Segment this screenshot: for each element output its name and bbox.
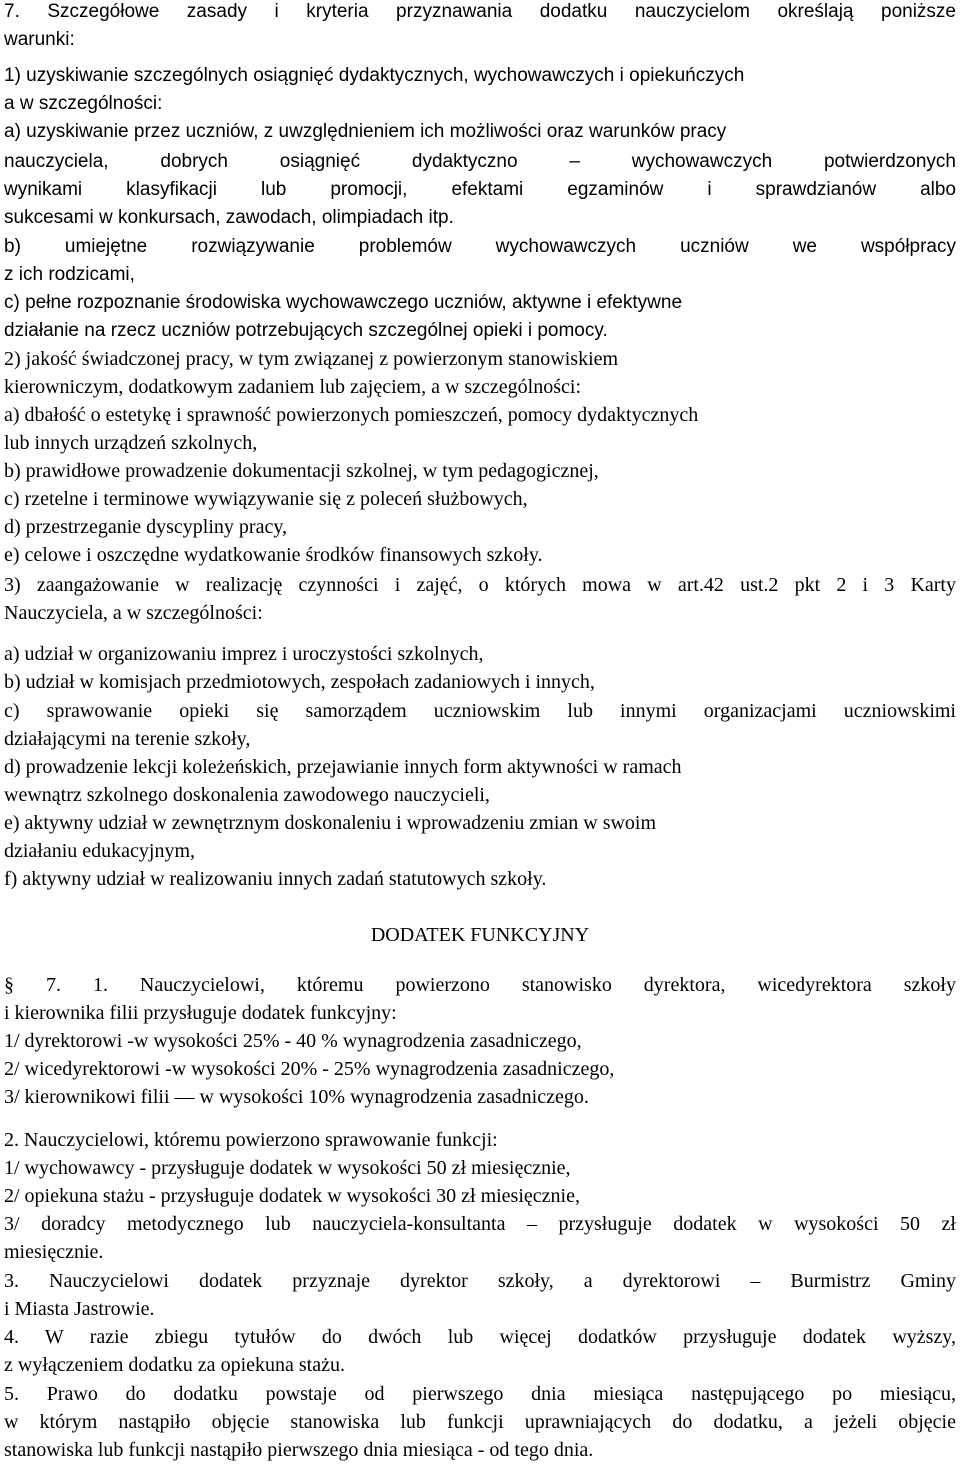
- text-line: 2. Nauczycielowi, któremu powierzono sprawowanie funkcji:: [4, 1129, 498, 1151]
- text-line: warunki:: [4, 29, 75, 50]
- text-line: 5. Prawo do dodatku powstaje od pierwszego dnia miesiąca następującego po miesiącu,: [4, 1383, 956, 1405]
- text-line: działającymi na terenie szkoły,: [4, 728, 251, 750]
- text-line: e) celowe i oszczędne wydatkowanie środków finansowych szkoły.: [4, 544, 543, 566]
- text-line: wynikami klasyfikacji lub promocji, efektami egzaminów i sprawdzianów albo: [4, 179, 956, 200]
- text-line: b) prawidłowe prowadzenie dokumentacji szkolnej, w tym pedagogicznej,: [4, 460, 599, 482]
- text-line: § 7. 1. Nauczycielowi, któremu powierzono stanowisko dyrektora, wicedyrektora szkoły: [4, 974, 956, 996]
- text-line: 1) uzyskiwanie szczególnych osiągnięć dydaktycznych, wychowawczych i opiekuńczych: [4, 65, 745, 86]
- text-line: b) udział w komisjach przedmiotowych, zespołach zadaniowych i innych,: [4, 671, 595, 693]
- text-line: sukcesami w konkursach, zawodach, olimpiadach itp.: [4, 207, 454, 228]
- text-line: działanie na rzecz uczniów potrzebujących szczególnej opieki i pomocy.: [4, 320, 608, 341]
- text-line: c) rzetelne i terminowe wywiązywanie się z poleceń służbowych,: [4, 488, 528, 510]
- text-line: 2/ opiekuna stażu - przysługuje dodatek w wysokości 30 zł miesięcznie,: [4, 1185, 580, 1207]
- text-line: miesięcznie.: [4, 1241, 104, 1263]
- text-line: z wyłączeniem dodatku za opiekuna stażu.: [4, 1354, 345, 1376]
- text-line: c) pełne rozpoznanie środowiska wychowawczego uczniów, aktywne i efektywne: [4, 292, 683, 313]
- text-line: a w szczególności:: [4, 93, 163, 114]
- text-line: kierowniczym, dodatkowym zadaniem lub zajęciem, a w szczególności:: [4, 376, 582, 398]
- text-line: z ich rodzicami,: [4, 264, 135, 285]
- text-line: lub innych urządzeń szkolnych,: [4, 432, 258, 454]
- text-line: i Miasta Jastrowie.: [4, 1298, 155, 1320]
- text-line: b) umiejętne rozwiązywanie problemów wychowawczych uczniów we współpracy: [4, 236, 956, 257]
- section-heading: DODATEK FUNKCYJNY: [370, 924, 590, 946]
- text-line: 4. W razie zbiegu tytułów do dwóch lub więcej dodatków przysługuje dodatek wyższy,: [4, 1326, 956, 1348]
- text-line: 1/ dyrektorowi -w wysokości 25% - 40 % wynagrodzenia zasadniczego,: [4, 1030, 582, 1052]
- text-line: i kierownika filii przysługuje dodatek funkcyjny:: [4, 1002, 397, 1024]
- text-line: c) sprawowanie opieki się samorządem uczniowskim lub innymi organizacjami uczniowskimi: [4, 700, 956, 722]
- text-line: d) przestrzeganie dyscypliny pracy,: [4, 516, 288, 538]
- text-line: 1/ wychowawcy - przysługuje dodatek w wysokości 50 zł miesięcznie,: [4, 1157, 571, 1179]
- text-line: 2) jakość świadczonej pracy, w tym związanej z powierzonym stanowiskiem: [4, 348, 619, 370]
- text-line: 3. Nauczycielowi dodatek przyznaje dyrektor szkoły, a dyrektorowi – Burmistrz Gminy: [4, 1270, 956, 1292]
- text-line: 3) zaangażowanie w realizację czynności i zajęć, o których mowa w art.42 ust.2 pkt 2 i 3 Karty: [4, 574, 956, 596]
- text-line: wewnątrz szkolnego doskonalenia zawodowego nauczycieli,: [4, 784, 490, 806]
- text-line: 2/ wicedyrektorowi -w wysokości 20% - 25% wynagrodzenia zasadniczego,: [4, 1058, 615, 1080]
- text-line: 3/ doradcy metodycznego lub nauczyciela-konsultanta – przysługuje dodatek w wysokości 50 zł: [4, 1213, 956, 1235]
- text-line: a) dbałość o estetykę i sprawność powierzonych pomieszczeń, pomocy dydaktycznych: [4, 404, 699, 426]
- text-line: d) prowadzenie lekcji koleżeńskich, przejawianie innych form aktywności w ramach: [4, 756, 682, 778]
- text-line: Nauczyciela, a w szczególności:: [4, 602, 263, 624]
- text-line: 7. Szczegółowe zasady i kryteria przyznawania dodatku nauczycielom określają poniższe: [4, 1, 956, 22]
- text-line: działaniu edukacyjnym,: [4, 840, 196, 862]
- text-line: 3/ kierownikowi filii — w wysokości 10% wynagrodzenia zasadniczego.: [4, 1086, 589, 1108]
- text-line: w którym nastąpiło objęcie stanowiska lub funkcji uprawniających do dodatku, a jeżeli objęcie: [4, 1411, 956, 1433]
- text-line: f) aktywny udział w realizowaniu innych zadań statutowych szkoły.: [4, 868, 547, 890]
- text-line: stanowiska lub funkcji nastąpiło pierwszego dnia miesiąca - od tego dnia.: [4, 1439, 594, 1461]
- text-line: e) aktywny udział w zewnętrznym doskonaleniu i wprowadzeniu zmian w swoim: [4, 812, 657, 834]
- text-line: a) uzyskiwanie przez uczniów, z uwzględnieniem ich możliwości oraz warunków pracy: [4, 121, 727, 142]
- text-line: a) udział w organizowaniu imprez i uroczystości szkolnych,: [4, 643, 484, 665]
- text-line: nauczyciela, dobrych osiągnięć dydaktyczno – wychowawczych potwierdzonych: [4, 151, 956, 172]
